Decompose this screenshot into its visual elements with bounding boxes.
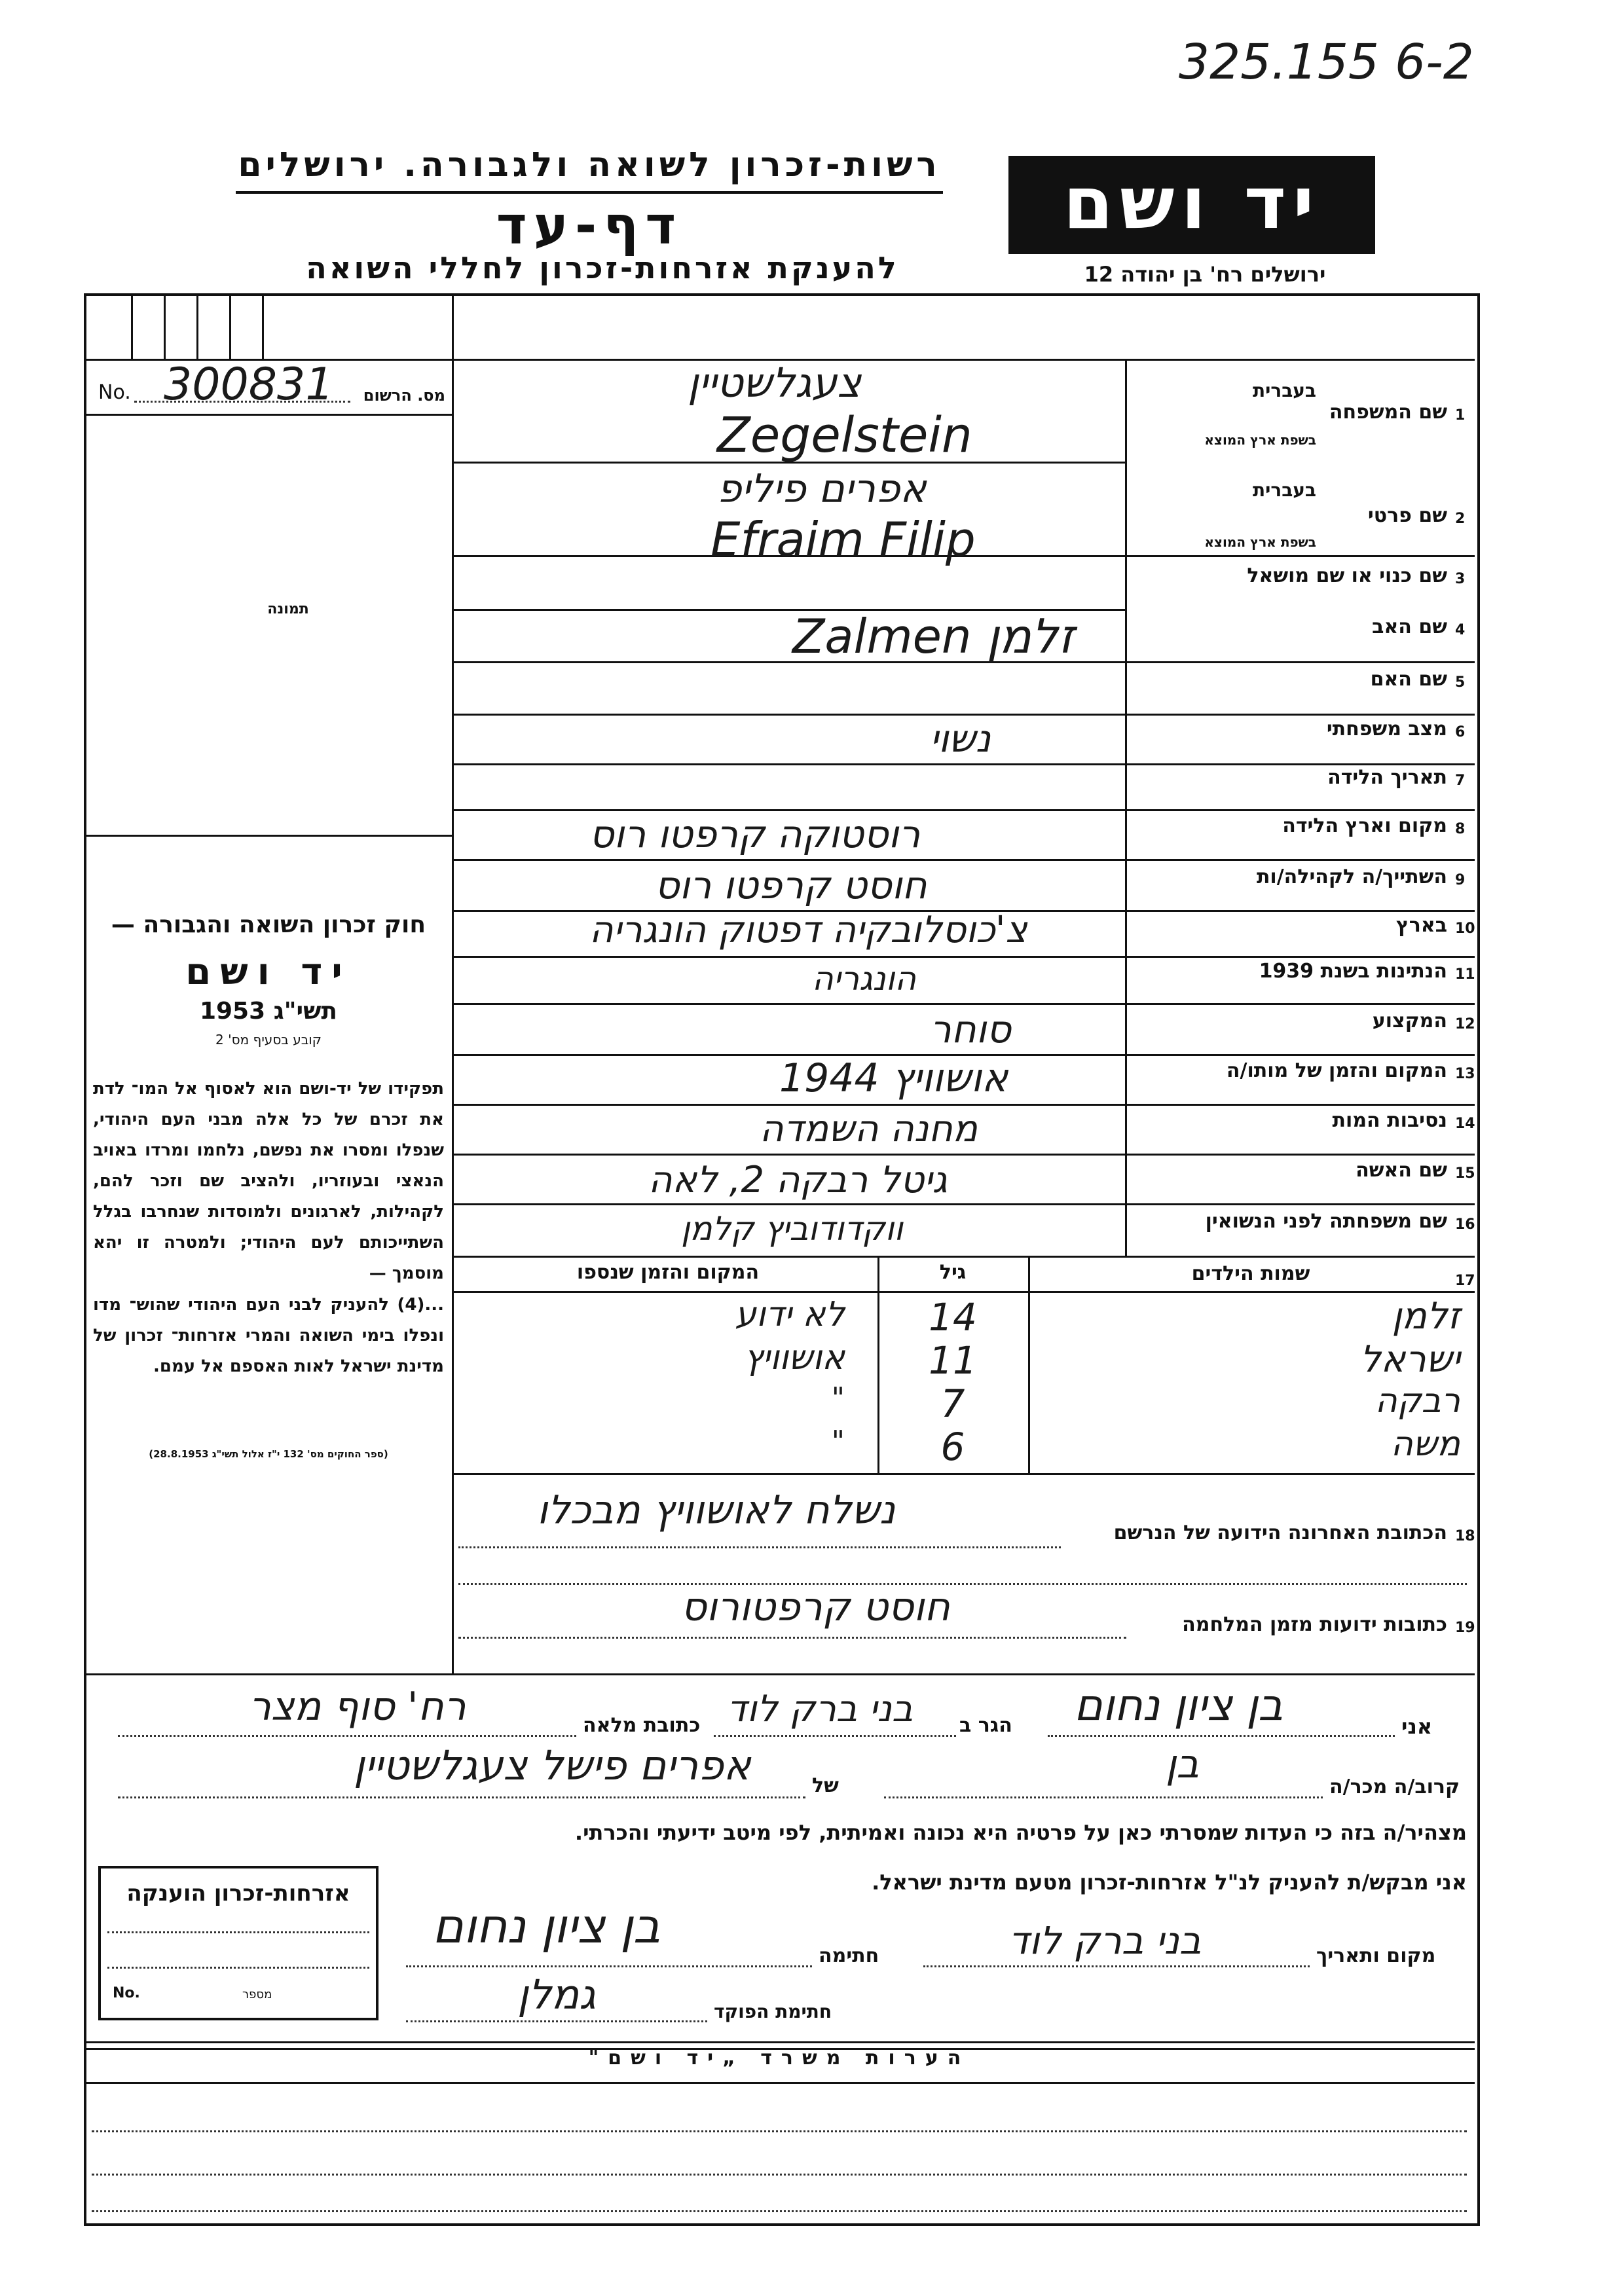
decl-of-line bbox=[118, 1796, 805, 1798]
law-title: חוק זכרון השואה והגבורה — bbox=[111, 911, 426, 938]
archive-reference-2: 6-2 bbox=[1395, 34, 1474, 90]
field-8-value: רוסטוקה קרפטו רוס bbox=[589, 812, 921, 856]
field-12-value: סוחר bbox=[930, 1007, 1012, 1051]
notes-line bbox=[92, 2210, 1467, 2212]
citizenship-box-number-label: מספר bbox=[242, 1988, 272, 2001]
field-18-label: הכתובת האחרונה הידועה של הנרשם bbox=[1113, 1522, 1447, 1544]
decl-residence-line bbox=[714, 1735, 956, 1737]
decl-officer-value: גמלן bbox=[517, 1971, 596, 2018]
row-line bbox=[452, 956, 1475, 958]
decl-relation-value: בן bbox=[1166, 1741, 1200, 1787]
field-4-value: Zalmen זלמן bbox=[792, 609, 1075, 664]
notes-line bbox=[92, 2174, 1467, 2176]
field-7-number: 7 bbox=[1455, 773, 1466, 789]
decl-officer-line bbox=[406, 2020, 707, 2022]
label-divider bbox=[1125, 359, 1127, 1256]
decl-place-date-line bbox=[923, 1965, 1310, 1967]
field-14-label: נסיבות המות bbox=[1332, 1109, 1447, 1132]
decl-residence: בני ברק לוד bbox=[727, 1688, 913, 1730]
row-line bbox=[452, 1256, 1475, 1258]
field-6-label: מצב משפחתי bbox=[1326, 718, 1447, 740]
law-clause: קובע בסעיף מס' 2 bbox=[215, 1032, 322, 1048]
decl-place-date-value: בני ברק לוד bbox=[1008, 1918, 1202, 1963]
field-13-number: 13 bbox=[1455, 1066, 1475, 1082]
row-line bbox=[452, 714, 1475, 716]
field-6-number: 6 bbox=[1455, 724, 1466, 740]
field-7-label: תאריך הלידה bbox=[1327, 766, 1447, 789]
decl-ani: אני bbox=[1401, 1714, 1433, 1739]
field-9-label: השתייך/ה לקהילה/ות bbox=[1256, 866, 1447, 888]
children-bottom-line bbox=[452, 1473, 1475, 1475]
tick bbox=[262, 296, 264, 359]
decl-address-value: רח' סוף מצר bbox=[249, 1684, 466, 1730]
field-14-value: מחנה השמדה bbox=[760, 1108, 978, 1150]
children-header-age: גיל bbox=[939, 1261, 967, 1284]
field-15-label: שם האשה bbox=[1356, 1159, 1447, 1182]
field-17-number: 17 bbox=[1455, 1273, 1475, 1289]
table-row bbox=[452, 1295, 1473, 1338]
children-header-line bbox=[452, 1291, 1475, 1293]
reg-line bbox=[84, 414, 452, 416]
field-12-label: המקצוע bbox=[1372, 1010, 1447, 1032]
law-year: תשי"ג 1953 bbox=[199, 998, 338, 1025]
child-age: 7 bbox=[940, 1381, 965, 1426]
row-line bbox=[452, 1104, 1475, 1106]
child-name: רבקה bbox=[1375, 1381, 1460, 1421]
field-16-value: ווקדודוביץ קלמן bbox=[681, 1210, 903, 1248]
decl-statement: מצהיר/ה בזה כי העדות שמסרתי כאן על פרטיה היא נכונה ואמיתית, לפי מיטב ידיעתי והכרתי. bbox=[574, 1820, 1467, 1845]
field-5-label: שם האם bbox=[1370, 668, 1447, 691]
field-9-value: חוסט קרפטו רוס bbox=[655, 863, 927, 907]
field-1-value-hebrew: צעגלשטיין bbox=[688, 359, 862, 407]
decl-signature-label: חתימה bbox=[819, 1944, 879, 1967]
address: ירושלים רח' בן יהודה 12 bbox=[1084, 262, 1326, 287]
decl-signature-value: בן ציון נחום bbox=[432, 1899, 661, 1954]
archive-reference: 325.155 bbox=[1179, 34, 1380, 90]
law-text-2: ...(4) להעניק לבני העם היהודי שהוש־ מדו ונפלו בימי השואה והמרי אזרחות־ זכרון של מדינת ישראל לאות האספם אל עמם. bbox=[93, 1295, 444, 1376]
tick bbox=[196, 296, 198, 359]
decl-of-label: של bbox=[812, 1774, 839, 1797]
decl-address-line bbox=[118, 1735, 576, 1737]
field-9-number: 9 bbox=[1455, 872, 1466, 888]
field-1-sub-origin: בשפת ארץ המוצא bbox=[1204, 432, 1316, 448]
field-14-number: 14 bbox=[1455, 1116, 1475, 1132]
field-2-sub-origin: בשפת ארץ המוצא bbox=[1204, 534, 1316, 550]
law-citation: (ספר החוקים מס' 132 י"ז אלול תשי"ג 28.8.1953) bbox=[149, 1448, 388, 1460]
field-13-label: המקום והזמן של מותו/ה bbox=[1226, 1059, 1447, 1082]
form-title: דף-עד bbox=[496, 195, 683, 256]
field-3-label: שם כנוי או שם מושאל bbox=[1247, 564, 1447, 587]
field-1-label: שם המשפחה bbox=[1329, 401, 1447, 424]
decl-officer-label: חתימת הפוקד bbox=[714, 2001, 832, 2022]
citizenship-box-line bbox=[107, 1967, 369, 1969]
children-header-place: המקום והזמן שנספו bbox=[576, 1261, 760, 1284]
tick bbox=[164, 296, 166, 359]
declarant-name: בן ציון נחום bbox=[1074, 1680, 1283, 1730]
citizenship-box-line bbox=[107, 1931, 369, 1933]
decl-of-value: אפרים פישל צעגלשטיין bbox=[354, 1741, 751, 1789]
field-1-value-origin: Zegelstein bbox=[717, 407, 972, 464]
yad-vashem-logo bbox=[1008, 156, 1375, 254]
child-name: זלמן bbox=[1392, 1295, 1460, 1338]
photo-area bbox=[98, 419, 445, 825]
field-2-label: שם פרטי bbox=[1367, 504, 1447, 527]
decl-request: אני מבקש/ת להעניק לנ"ל אזרחות-זכרון מטעם מדינת ישראל. bbox=[872, 1870, 1467, 1895]
decl-place-date-label: מקום ותאריך bbox=[1316, 1944, 1436, 1967]
field-10-label: בארץ bbox=[1395, 914, 1447, 937]
decl-hagar: הגר ב bbox=[959, 1714, 1012, 1737]
child-place: " bbox=[831, 1381, 845, 1415]
field-2-sub-hebrew: בעברית bbox=[1252, 479, 1316, 501]
tick bbox=[131, 296, 133, 359]
citizenship-box bbox=[98, 1866, 378, 2020]
citizenship-box-no: No. bbox=[113, 1985, 140, 2001]
field-8-number: 8 bbox=[1455, 821, 1466, 837]
decl-relation-line bbox=[884, 1796, 1323, 1798]
table-row bbox=[452, 1381, 1473, 1425]
row-line bbox=[452, 1154, 1475, 1156]
citizenship-box-title: אזרחות-זכרון הוענקה bbox=[126, 1880, 350, 1906]
registration-number: 300831 bbox=[164, 359, 334, 410]
field-2-value-hebrew: אפרים פיליפ bbox=[717, 466, 927, 512]
field-18-dotline-2 bbox=[458, 1583, 1467, 1585]
child-place: אושוויץ bbox=[744, 1338, 845, 1377]
field-19-number: 19 bbox=[1455, 1620, 1475, 1636]
field-16-number: 16 bbox=[1455, 1216, 1475, 1233]
child-age: 11 bbox=[929, 1338, 977, 1383]
field-11-label: הנתינות בשנת 1939 bbox=[1259, 960, 1447, 983]
authority-name: רשות-זכרון לשואה ולגבורה. ירושלים bbox=[238, 145, 941, 185]
field-18-number: 18 bbox=[1455, 1528, 1475, 1544]
law-text-1: תפקידו של יד-ושם הוא לאסוף אל המו־ לדת את זכרם של כל אלה מבני העם היהודי, שנפלו ומסרו את נפשם, נלחמו ומרדו באויב הנאצי ובעוזריו, ולהציב שם וזכר להם, לקהילות, לארגונים ולמוסדות שנחרבו בגלל השתייכותם לעם היהודי; ולמטרה זו יהא מוסמך — bbox=[93, 1079, 444, 1283]
tick bbox=[229, 296, 231, 359]
decl-signature-line bbox=[406, 1965, 812, 1967]
field-5-number: 5 bbox=[1455, 674, 1466, 691]
field-3-number: 3 bbox=[1455, 571, 1466, 587]
field-6-value: נשוי bbox=[930, 716, 991, 761]
field-18-dotline bbox=[458, 1546, 1061, 1548]
law-name: יד ושם bbox=[185, 951, 352, 993]
reg-label: מס. הרשום bbox=[363, 386, 445, 405]
field-2-number: 2 bbox=[1455, 511, 1466, 527]
decl-address-label: כתובת מלאה bbox=[583, 1714, 701, 1737]
field-18-value: נשלח לאושוויץ מבכלו bbox=[537, 1487, 896, 1533]
row-line bbox=[452, 859, 1475, 861]
notes-title-line bbox=[84, 2082, 1475, 2084]
field-11-number: 11 bbox=[1455, 966, 1475, 983]
field-15-number: 15 bbox=[1455, 1165, 1475, 1182]
child-name: משה bbox=[1390, 1425, 1460, 1464]
field-4-number: 4 bbox=[1455, 622, 1466, 638]
field-10-value: צ'כוסלובקיה דפטוק הונגריה bbox=[589, 909, 1027, 951]
notes-line bbox=[92, 2130, 1467, 2132]
field-10-number: 10 bbox=[1455, 920, 1475, 937]
children-header-names: שמות הילדים bbox=[1191, 1262, 1310, 1285]
field-2-value-origin: Efraim Filip bbox=[710, 512, 976, 567]
declaration-divider bbox=[84, 1673, 1475, 1675]
field-1-sub-hebrew: בעברית bbox=[1252, 380, 1316, 401]
child-age: 6 bbox=[940, 1425, 965, 1469]
row-line bbox=[452, 809, 1475, 811]
child-age: 14 bbox=[929, 1295, 977, 1339]
field-13-value: אושוויץ 1944 bbox=[779, 1055, 1008, 1101]
field-19-value: חוסט קרפטורוס bbox=[681, 1584, 950, 1630]
field-19-dotline bbox=[458, 1637, 1126, 1639]
field-11-value: הונגריה bbox=[812, 960, 916, 998]
no-label: No. bbox=[98, 381, 131, 404]
header-rule bbox=[236, 191, 943, 194]
child-place: " bbox=[831, 1425, 845, 1458]
notes-top-line bbox=[84, 2041, 1475, 2043]
child-place: לא ידוע bbox=[735, 1295, 845, 1334]
form-subtitle: להענקת אזרחות-זכרון לחללי השואה bbox=[306, 250, 899, 285]
field-8-label: מקום וארץ הלידה bbox=[1282, 814, 1447, 837]
child-name: ישראל bbox=[1359, 1338, 1460, 1381]
field-1-number: 1 bbox=[1455, 407, 1466, 424]
row-line bbox=[452, 1203, 1475, 1205]
children-rows bbox=[452, 1295, 1473, 1470]
table-row bbox=[452, 1425, 1473, 1468]
decl-name-line bbox=[1048, 1735, 1395, 1737]
field-16-label: שם משפחתה לפני הנשואין bbox=[1205, 1210, 1447, 1233]
logo-text: יד ושם bbox=[1063, 161, 1321, 245]
photo-label: תמונה bbox=[267, 601, 309, 617]
field-19-label: כתובות ידועות מזמן המלחמה bbox=[1182, 1613, 1447, 1636]
row-line bbox=[452, 763, 1475, 765]
photo-bottom-line bbox=[84, 835, 452, 837]
field-4-label: שם האב bbox=[1372, 615, 1447, 638]
field-12-number: 12 bbox=[1455, 1016, 1475, 1032]
notes-title: הערות משרד „יד ושם" bbox=[588, 2047, 970, 2069]
decl-relative-label: קרוב/ה מכר/ה bbox=[1329, 1776, 1460, 1798]
table-row bbox=[452, 1338, 1473, 1381]
field-15-value: גיטל רבקה 2, לאה bbox=[648, 1159, 948, 1201]
row-line bbox=[452, 1003, 1475, 1005]
